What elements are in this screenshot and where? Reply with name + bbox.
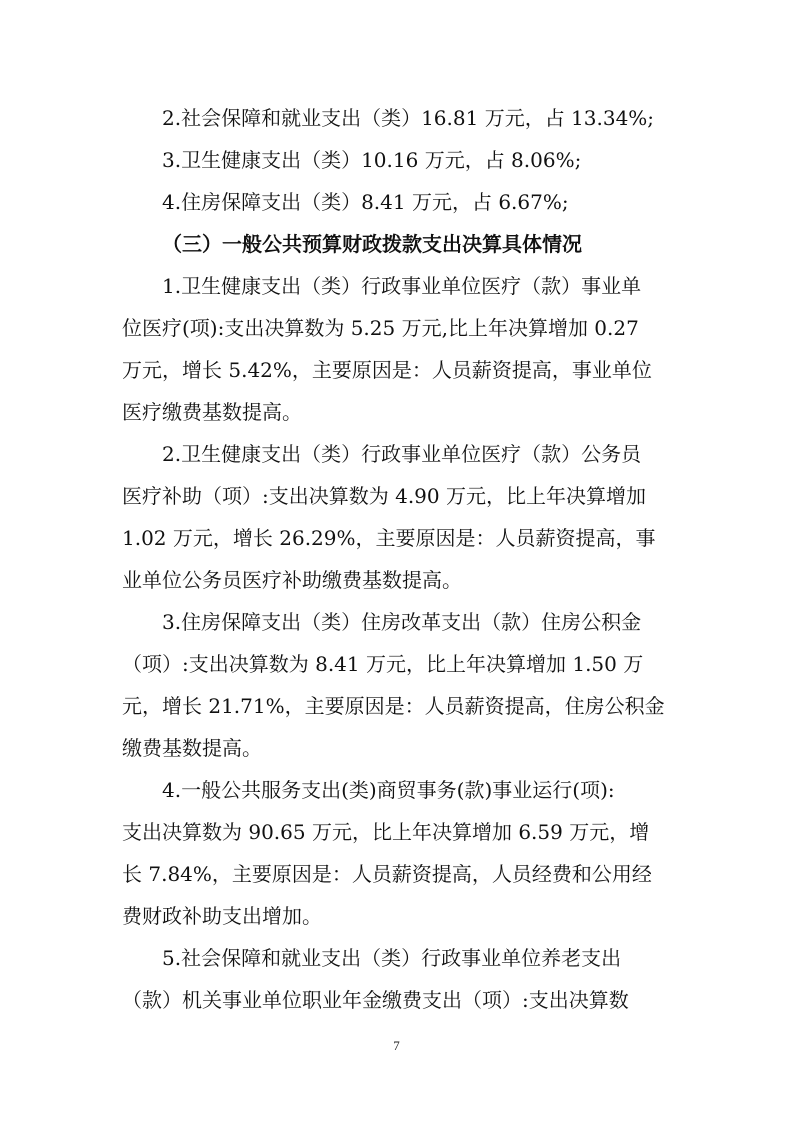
paragraph-3-line-1: 3.住房保障支出（类）住房改革支出（款）住房公积金 <box>162 610 642 634</box>
paragraph-4-line-2: 支出决算数为 90.65 万元，比上年决算增加 6.59 万元，增 <box>122 820 650 844</box>
paragraph-3-line-3: 元，增长 21.71%，主要原因是：人员薪资提高，住房公积金 <box>122 694 665 718</box>
section-heading: （三）一般公共预算财政拨款支出决算具体情况 <box>162 232 582 256</box>
paragraph-1-line-4: 医疗缴费基数提高。 <box>122 400 302 424</box>
paragraph-4-line-4: 费财政补助支出增加。 <box>122 904 322 928</box>
page-number: 7 <box>393 1038 400 1053</box>
paragraph-5-line-1: 5.社会保障和就业支出（类）行政事业单位养老支出 <box>162 946 622 970</box>
paragraph-1-line-2: 位医疗(项):支出决算数为 5.25 万元,比上年决算增加 0.27 <box>122 316 639 340</box>
list-item-social-security-share: 2.社会保障和就业支出（类）16.81 万元，占 13.34%; <box>162 106 655 130</box>
paragraph-2-line-3: 1.02 万元，增长 26.29%，主要原因是：人员薪资提高，事 <box>122 526 656 550</box>
list-item-health-share: 3.卫生健康支出（类）10.16 万元，占 8.06%; <box>162 148 582 172</box>
paragraph-4-line-1: 4.一般公共服务支出(类)商贸事务(款)事业运行(项): <box>162 778 615 802</box>
paragraph-4-line-3: 长 7.84%，主要原因是：人员薪资提高，人员经费和公用经 <box>122 862 652 886</box>
paragraph-1-line-3: 万元，增长 5.42%，主要原因是：人员薪资提高，事业单位 <box>122 358 652 382</box>
list-item-housing-share: 4.住房保障支出（类）8.41 万元，占 6.67%; <box>162 190 569 214</box>
paragraph-1-line-1: 1.卫生健康支出（类）行政事业单位医疗（款）事业单 <box>162 274 642 298</box>
paragraph-2-line-1: 2.卫生健康支出（类）行政事业单位医疗（款）公务员 <box>162 442 642 466</box>
paragraph-5-line-2: （款）机关事业单位职业年金缴费支出（项）:支出决算数 <box>122 988 629 1012</box>
paragraph-3-line-2: （项）:支出决算数为 8.41 万元，比上年决算增加 1.50 万 <box>122 652 644 676</box>
paragraph-3-line-4: 缴费基数提高。 <box>122 736 262 760</box>
paragraph-2-line-4: 业单位公务员医疗补助缴费基数提高。 <box>122 568 462 592</box>
paragraph-2-line-2: 医疗补助（项）:支出决算数为 4.90 万元，比上年决算增加 <box>122 484 646 508</box>
